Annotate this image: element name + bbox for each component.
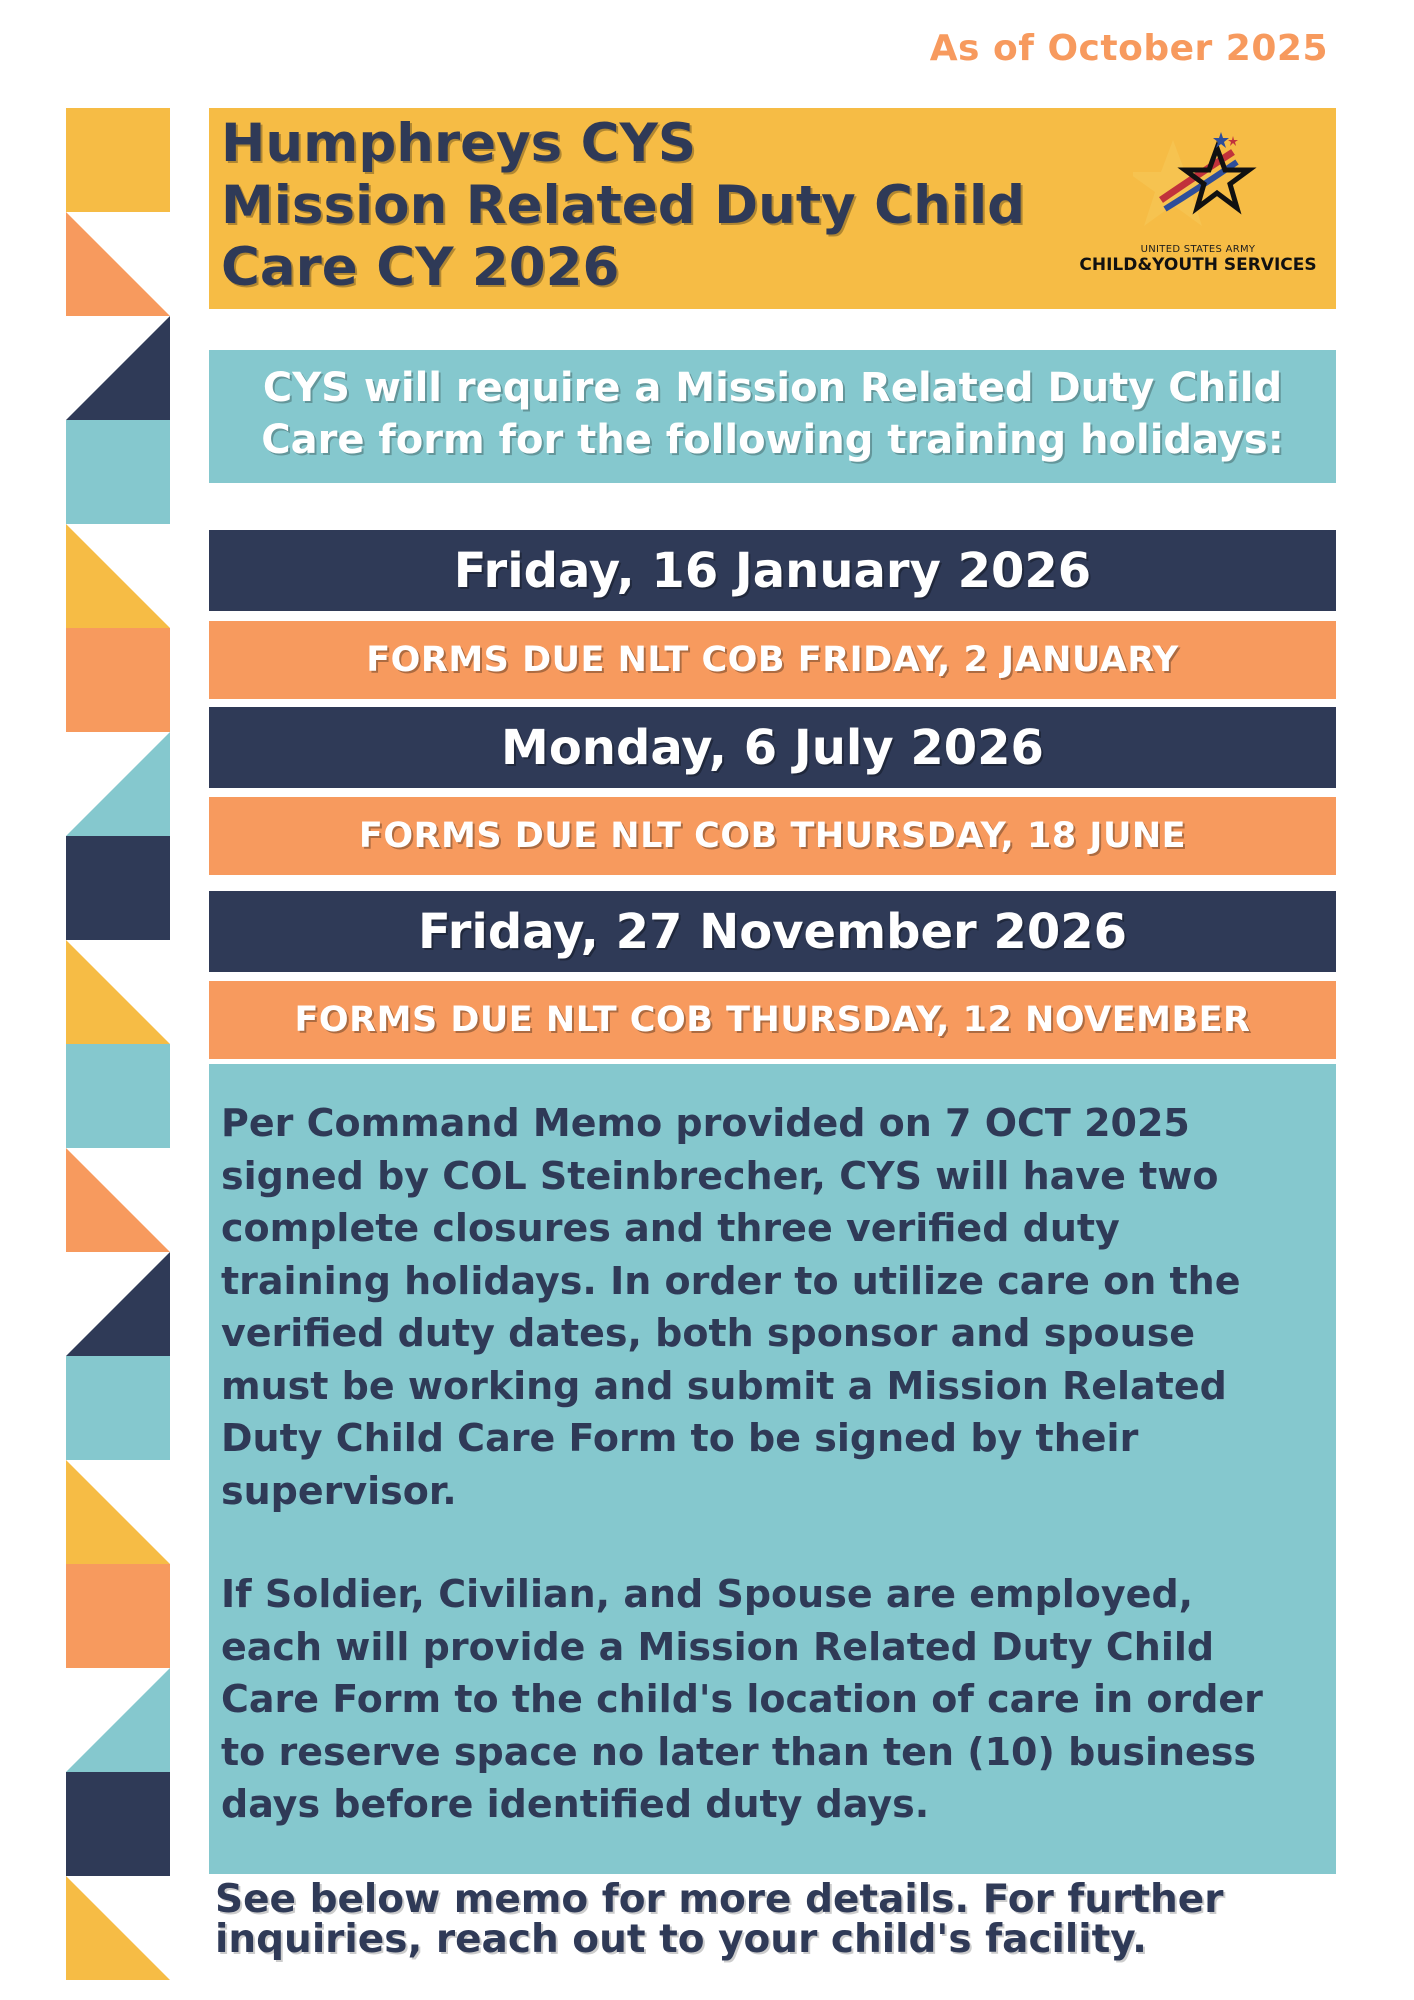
paragraph-line: must be working and submit a Mission Related (221, 1363, 1227, 1408)
title-line: Mission Related Duty Child (221, 175, 1026, 236)
paragraph-line: days before identified duty days. (221, 1782, 930, 1826)
paragraph-line: Per Command Memo provided on 7 OCT 2025 (221, 1101, 1190, 1145)
strip-square-yellow (66, 108, 170, 212)
strip-triangle-orange (66, 1148, 170, 1252)
strip-square-orange (66, 628, 170, 732)
paragraph-line: signed by COL Steinbrecher, CYS will have two (221, 1153, 1219, 1198)
paragraph-line: supervisor. (221, 1468, 457, 1513)
strip-triangle-navy (66, 1252, 170, 1356)
page-title (221, 113, 1025, 299)
paragraph-line: verified duty dates, both sponsor and spouse (221, 1311, 1196, 1355)
footer-line: inquiries, reach out to your child's facility. (215, 1917, 1147, 1962)
star-logo-icon (1133, 130, 1263, 242)
strip-triangle-teal (66, 1668, 170, 1772)
strip-triangle-yellow (66, 940, 170, 1044)
holiday-date-bar: Monday, 6 July 2026 (209, 707, 1336, 788)
holiday-date-bar: Friday, 16 January 2026 (209, 530, 1336, 611)
strip-triangle-navy (66, 316, 170, 420)
logo-text-line1: UNITED STATES ARMY (1140, 244, 1256, 255)
title-banner (209, 108, 1336, 309)
policy-details-box (209, 1064, 1336, 1874)
intro-line: CYS will require a Mission Related Duty Child (262, 365, 1283, 411)
as-of-date: As of October 2025 (929, 28, 1328, 69)
strip-square-navy (66, 1772, 170, 1876)
paragraph-line: each will provide a Mission Related Duty Child (221, 1624, 1215, 1669)
intro-line: Care form for the following training holidays: (261, 417, 1284, 463)
paragraph-line: If Soldier, Civilian, and Spouse are employed, (221, 1572, 1194, 1616)
strip-triangle-yellow (66, 1876, 170, 1980)
logo-text-line2: CHILD&YOUTH SERVICES (1079, 255, 1317, 275)
paragraph-line: Care Form to the child's location of care in order (221, 1677, 1263, 1721)
forms-due-bar: FORMS DUE NLT COB THURSDAY, 12 NOVEMBER (209, 981, 1336, 1059)
strip-triangle-teal (66, 732, 170, 836)
footer-note (215, 1877, 1335, 1962)
strip-square-teal (66, 1044, 170, 1148)
employment-paragraph (221, 1568, 1326, 1831)
army-cys-logo (1072, 130, 1324, 298)
paragraph-line: complete closures and three verified duty (221, 1206, 1120, 1250)
paragraph-line: training holidays. In order to utilize care on the (221, 1258, 1241, 1303)
strip-square-orange (66, 1564, 170, 1668)
strip-triangle-orange (66, 212, 170, 316)
footer-line: See below memo for more details. For further (215, 1877, 1224, 1922)
holiday-date-bar: Friday, 27 November 2026 (209, 891, 1336, 972)
strip-square-teal (66, 420, 170, 524)
strip-triangle-yellow (66, 1460, 170, 1564)
title-line: Humphreys CYS (221, 113, 697, 174)
forms-due-bar: FORMS DUE NLT COB FRIDAY, 2 JANUARY (209, 621, 1336, 699)
paragraph-line: to reserve space no later than ten (10) business (221, 1729, 1257, 1774)
forms-due-bar: FORMS DUE NLT COB THURSDAY, 18 JUNE (209, 797, 1336, 875)
title-line: Care CY 2026 (221, 237, 620, 298)
policy-paragraph (221, 1097, 1326, 1517)
strip-square-navy (66, 836, 170, 940)
paragraph-line: Duty Child Care Form to be signed by their (221, 1416, 1139, 1460)
intro-banner (209, 350, 1336, 483)
strip-triangle-yellow (66, 524, 170, 628)
strip-square-teal (66, 1356, 170, 1460)
